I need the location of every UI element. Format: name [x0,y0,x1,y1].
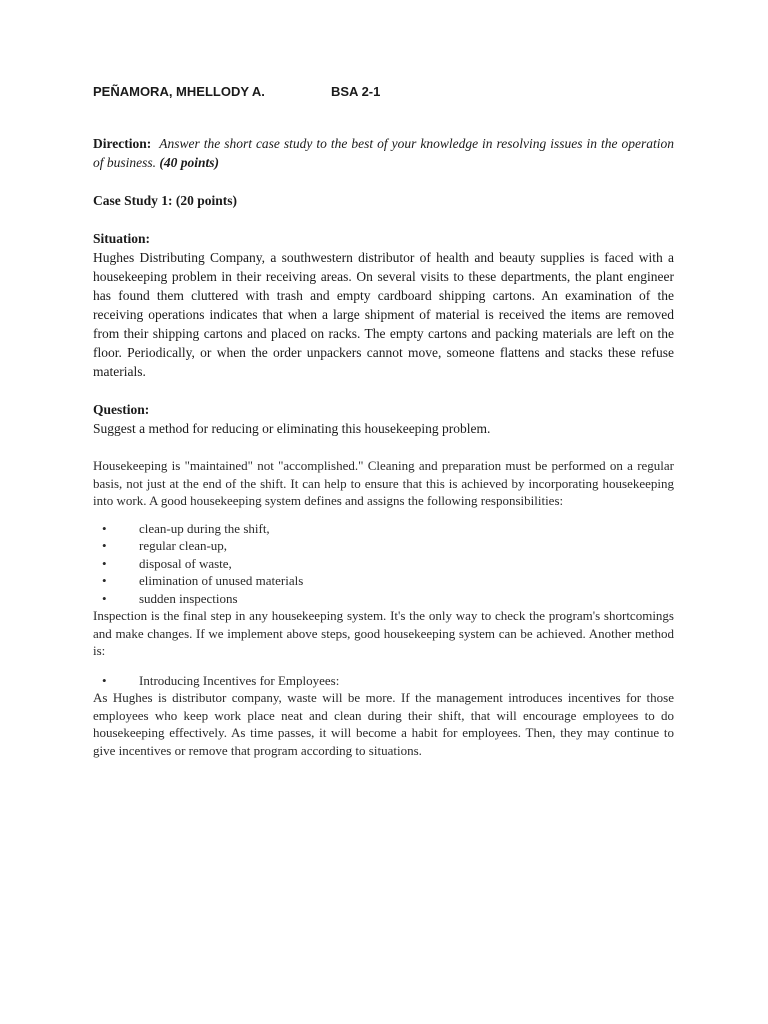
bullet-icon: • [102,590,107,606]
direction-label: Direction: [93,136,152,151]
direction-paragraph [93,134,674,172]
student-name: PEÑAMORA, MHELLODY A. [93,84,265,99]
case-study-title: Case Study 1: (20 points) [93,193,238,208]
situation-text: Hughes Distributing Company, a southwestern distributor of health and beauty supplies is faced with a housekeeping problem in their receiving areas. On several visits to these departments, the plant engineer has found them cluttered with trash and empty cardboard shipping cartons. An examination of the receiving operations indicates that when a large shipment of material is received the items are removed from their shipping cartons and placed on racks. The empty cartons and packing materials are left on the floor. Periodically, or when the order unpackers cannot move, someone flattens and stacks these refuse materials. [93,250,674,379]
method-list [93,672,674,690]
bullet-icon: • [102,538,107,553]
list-item: • sudden inspections [102,590,238,606]
list-item: • disposal of waste, [102,555,232,571]
list-item: • clean-up during the shift, [102,520,270,536]
answer-paragraph-2: Inspection is the final step in any housekeeping system. It's the only way to check the program's shortcomings and make changes. If we implement above steps, good housekeeping system can be achieved. Another method is: [93,608,674,658]
question-text: Suggest a method for reducing or eliminating this housekeeping problem. [93,421,491,436]
bullet-icon: • [102,555,107,571]
list-item: • regular clean-up, [102,538,228,553]
document-header [93,84,674,102]
answer-paragraph-3: As Hughes is distributor company, waste will be more. If the management introduces incentives for those employees who keep work place neat and clean during their shift, that will encourage employees to do housekeeping effectively. As time passes, it will become a habit for employees. Then, they may continue to give incentives or remove that program according to situations. [93,690,674,758]
bullet-icon: • [102,672,107,688]
bullet-icon: • [102,573,107,588]
list-item: • elimination of unused materials [102,573,304,588]
student-section: BSA 2-1 [331,84,381,99]
question-heading: Question: [93,402,150,417]
situation-heading: Situation: [93,231,151,246]
bullet-icon: • [102,520,107,536]
direction-points: (40 points) [159,155,220,170]
responsibilities-list [93,520,674,608]
answer-paragraph-1: Housekeeping is "maintained" not "accomplished." Cleaning and preparation must be performed on a regular basis, not just at the end of the shift. It can help to ensure that this is achieved by incorporating housekeeping into work. A good housekeeping system defines and assigns the following responsibilities: [93,458,674,508]
direction-text: Answer the short case study to the best of your knowledge in resolving issues in the operation of business. [93,136,674,170]
method-bullet-text: Introducing Incentives for Employees: [139,672,340,688]
document-page [93,84,674,759]
list-item [93,672,674,690]
